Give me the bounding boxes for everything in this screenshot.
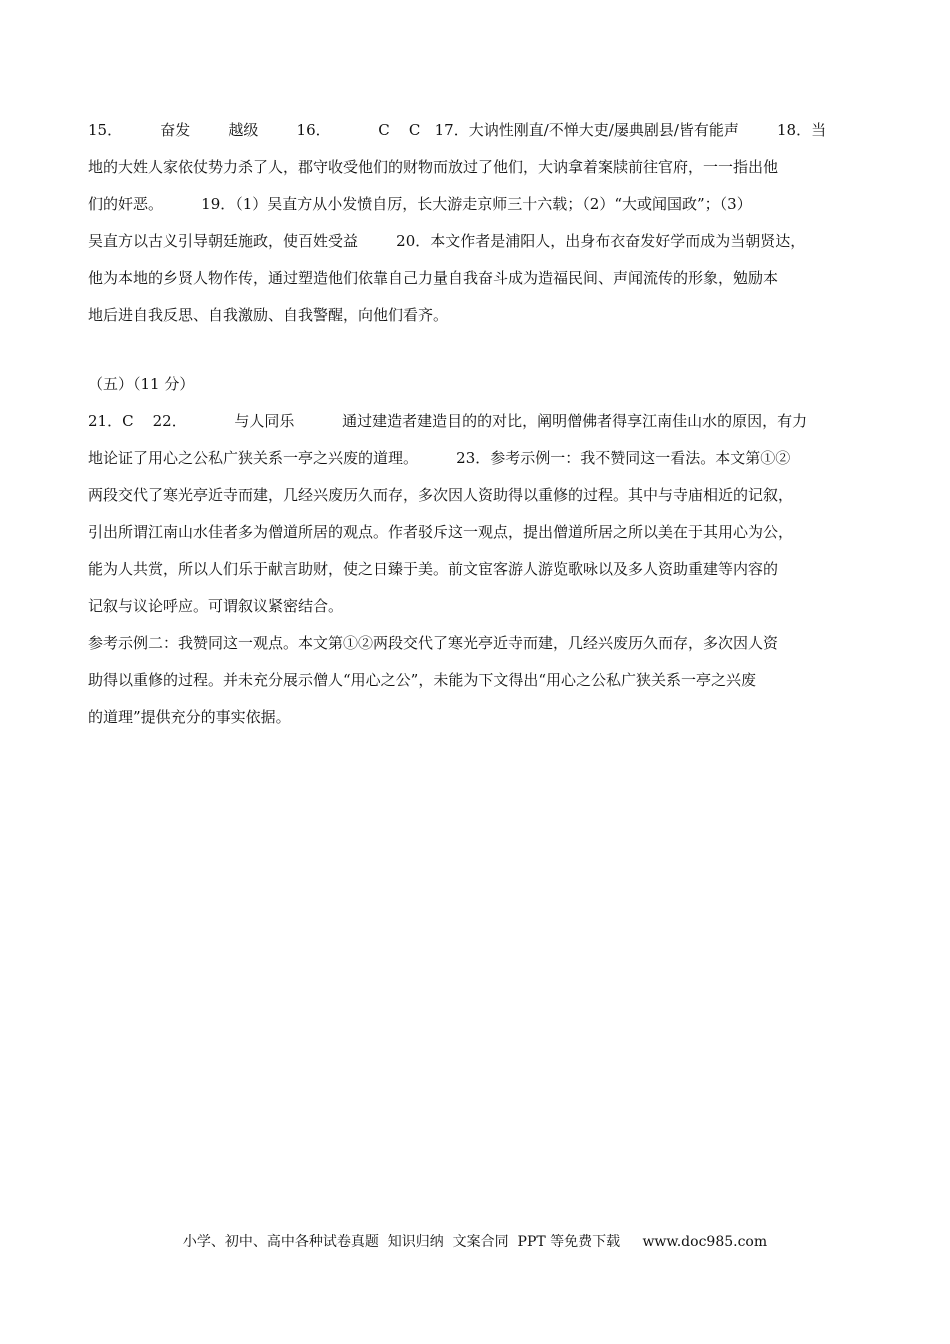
answer-line: 引出所谓江南山水佳者多为僧道所居的观点。作者驳斥这一观点，提出僧道所居之所以美在于其用心为公， [88,523,794,541]
answer-line: 21．C 22． 与人同乐 通过建造者建造目的的对比，阐明僧佛者得享江南佳山水的原因，有力 [88,412,808,430]
answer-line: 地的大姓人家依仗势力杀了人，郡守收受他们的财物而放过了他们，大讷拿着案牍前往官府，一一指出他 [88,158,779,176]
section-header: （五）（11 分） [88,375,195,393]
answer-line: 吴直方以古义引导朝廷施政，使百姓受益 20．本文作者是浦阳人，出身布衣奋发好学而成为当朝贤达， [88,232,806,250]
page-footer: 小学、初中、高中各种试卷真题 知识归纳 文案合同 PPT 等免费下载 www.doc985.com [182,1234,768,1250]
answer-line: 他为本地的乡贤人物作传，通过塑造他们依靠自己力量自我奋斗成为造福民间、声闻流传的形象，勉励本 [88,269,779,287]
answer-line: 们的奸恶。 19．（1）吴直方从小发愤自厉，长大游走京师三十六载；（2）“大或闻国政”；（3） [88,195,752,213]
answer-line: 15． 奋发 越级 16． C C 17．大讷性刚直/不惮大吏/屡典剧县/皆有能声 18．当 [88,121,827,139]
answer-line: 的道理”提供充分的事实依据。 [88,708,291,726]
answer-line: 参考示例二：我赞同这一观点。本文第①②两段交代了寒光亭近寺而建，几经兴废历久而存，多次因人资 [88,634,779,652]
answer-line: 记叙与议论呼应。可谓叙议紧密结合。 [88,597,344,615]
answer-line: 地后进自我反思、自我激励、自我警醒，向他们看齐。 [88,306,449,324]
answer-line: 两段交代了寒光亭近寺而建，几经兴废历久而存，多次因人资助得以重修的过程。其中与寺庙相近的记叙， [88,486,794,504]
answer-line: 地论证了用心之公私广狭关系一亭之兴废的道理。 23．参考示例一：我不赞同这一看法。本文第①② [88,449,791,467]
answer-line: 能为人共赏，所以人们乐于献言助财，使之日臻于美。前文宦客游人游览歌咏以及多人资助重建等内容的 [88,560,779,578]
answer-line: 助得以重修的过程。并未充分展示僧人“用心之公”，未能为下文得出“用心之公私广狭关系一亭之兴废 [88,671,757,689]
